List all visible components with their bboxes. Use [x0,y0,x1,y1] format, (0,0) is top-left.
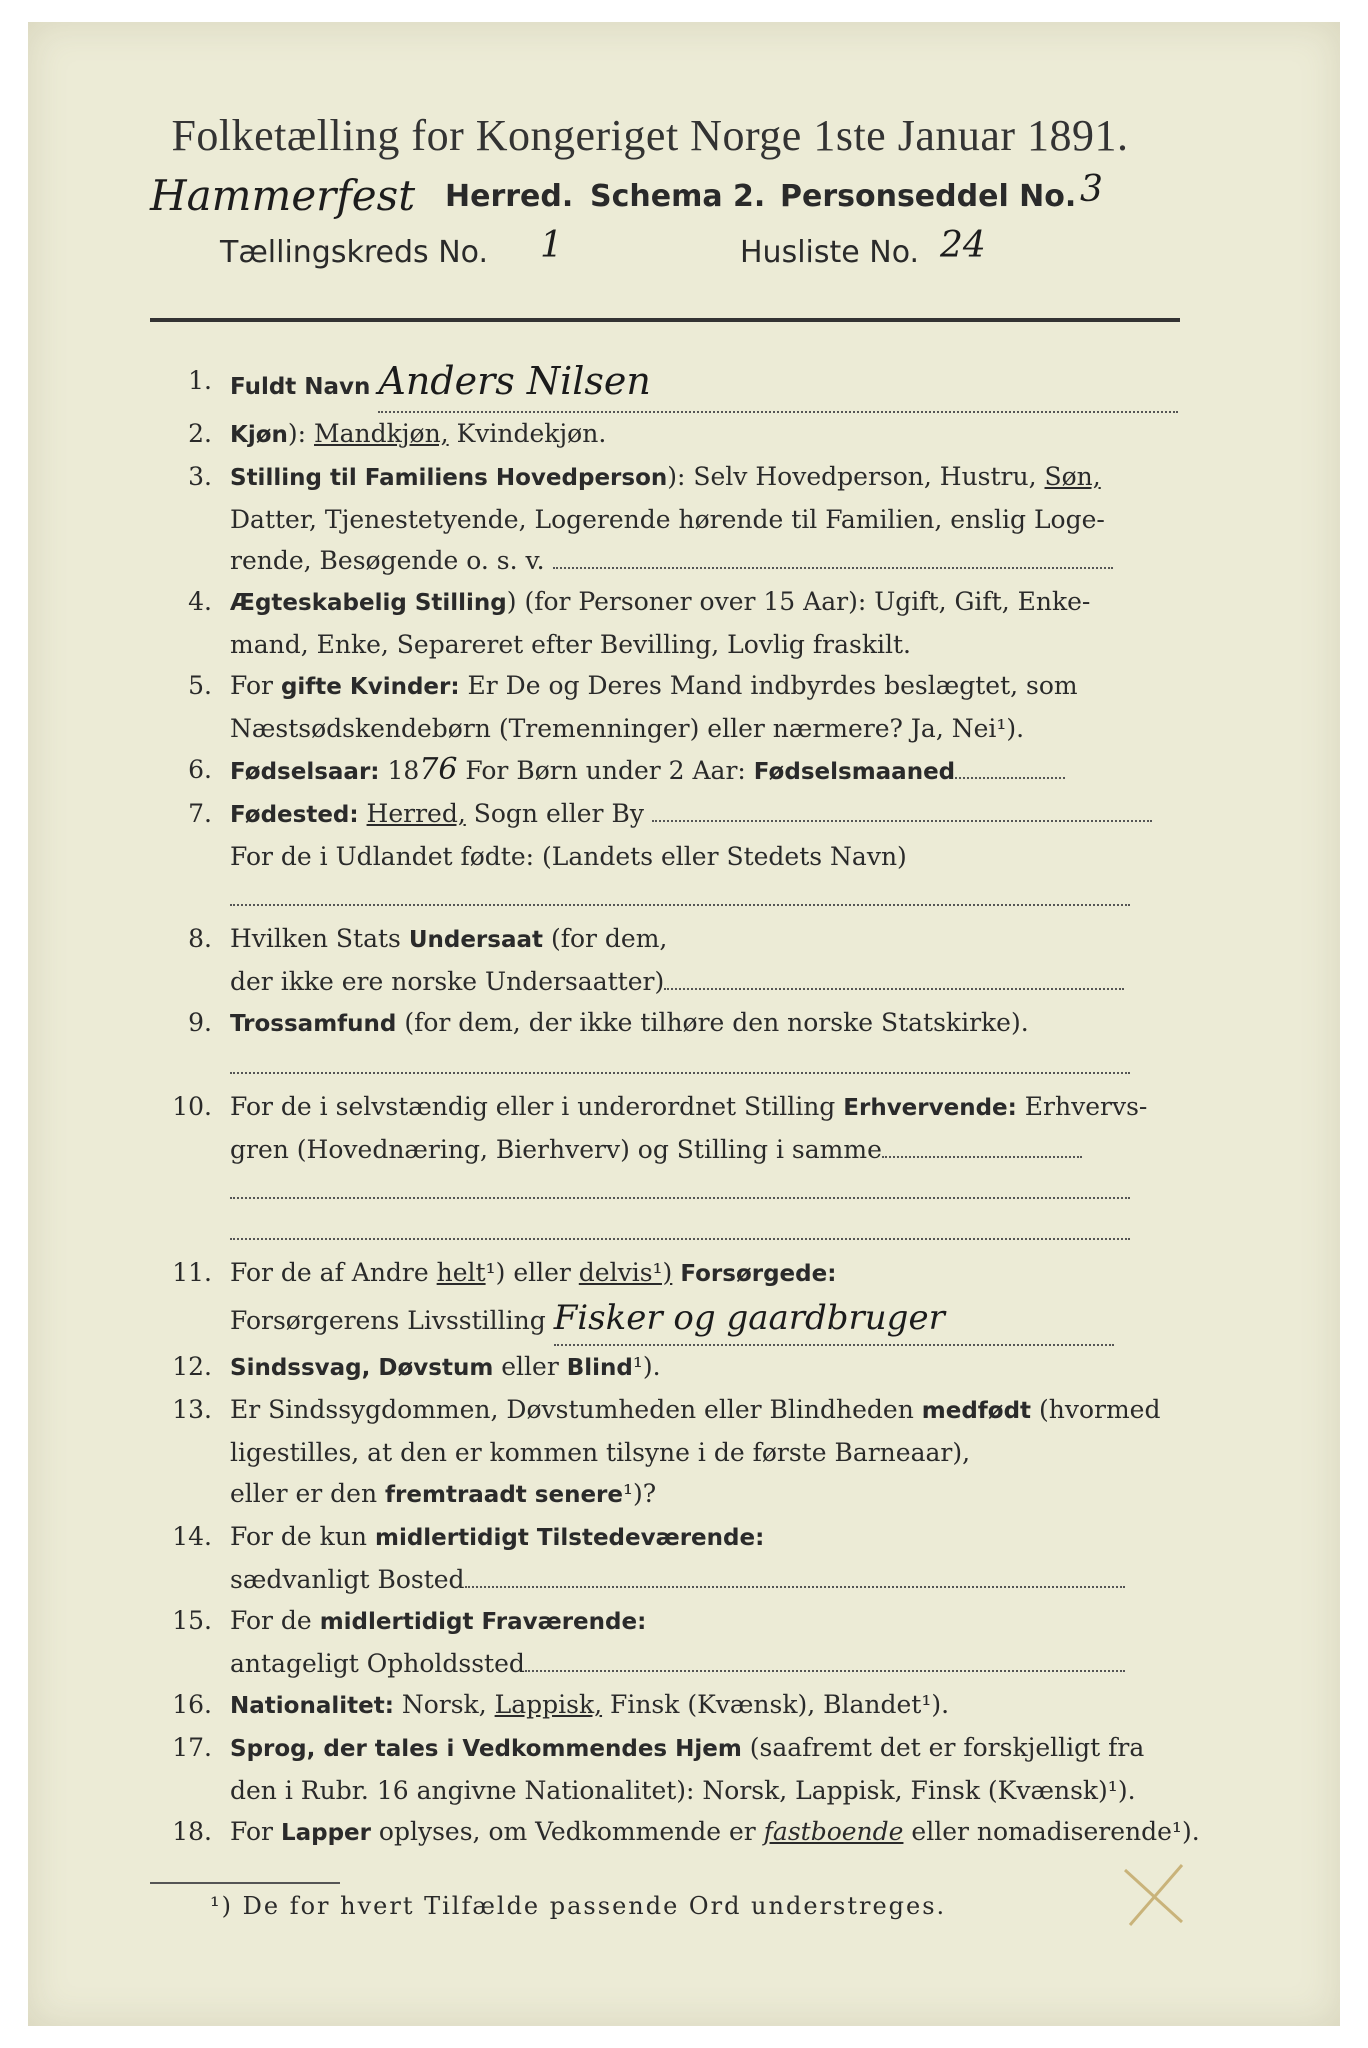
pencil-cross-mark [1120,1860,1190,1930]
item-2: 2. Kjøn): Mandkjøn, Kvindekjøn. [188,419,607,448]
husliste-number: 24 [940,225,986,266]
item-15: 15. For de midlertidigt Fraværende: [172,1606,647,1635]
provider-occupation-handwritten: Fisker og gaardbruger [553,1298,945,1338]
kreds-label: Tællingskreds No. [220,235,488,270]
item-12: 12. Sindssvag, Døvstum eller Blind¹). [172,1352,661,1381]
item-4: 4. Ægteskabelig Stilling) (for Personer over 15 Aar): Ugift, Gift, Enke- [188,587,1091,616]
herred-name-handwritten: Hammerfest [150,171,416,220]
form-title: Folketælling for Kongeriget Norge 1ste Januar 1891. [171,111,1129,160]
item-13: 13. Er Sindssygdommen, Døvstumheden eller Blindheden medfødt (hvormed [172,1395,1161,1424]
item-17: 17. Sprog, der tales i Vedkommendes Hjem (saafremt det er forskjelligt fra [172,1733,1145,1762]
gender-selected: Mandkjøn, [314,419,449,448]
item-8: 8. Hvilken Stats Undersaat (for dem, [188,924,668,953]
item-18: 18. For Lapper oplyses, om Vedkommende er fastboende eller nomadiserende¹). [172,1817,1200,1846]
item-7: 7. Fødested: Herred, Sogn eller By [150,793,1190,836]
item-6: 6. Fødselsaar: 1876 For Børn under 2 Aar: Fødselsmaaned [150,749,1190,793]
herred-label: Herred. [445,179,574,214]
birthplace-selected: Herred, [366,799,466,828]
item-5: 5. For gifte Kvinder: Er De og Deres Mand indbyrdes beslægtet, som [188,671,1078,700]
item-11: 11. For de af Andre helt¹) eller delvis¹) Forsørgede: [172,1258,837,1287]
birth-year-handwritten: 76 [419,752,458,787]
item-3: 3. Stilling til Familiens Hovedperson): Selv Hovedperson, Hustru, Søn, [188,462,1101,491]
item-16: 16. Nationalitet: Norsk, Lappisk, Finsk (Kvænsk), Blandet¹). [172,1690,950,1719]
lapp-status-selected: fastboende [763,1817,904,1846]
personseddel-label: Personseddel No. [780,179,1077,214]
form-header [120,110,1180,277]
item-14: 14. For de kun midlertidigt Tilstedeværende: [172,1522,765,1551]
item-10: 10. For de i selvstændig eller i underordnet Stilling Erhvervende: Erhvervs- [172,1092,1148,1121]
nationality-selected: Lappisk, [494,1690,603,1719]
family-position-selected: Søn, [1044,462,1101,491]
personseddel-number: 3 [1080,169,1103,210]
form-items: 1. Fuldt Navn Anders Nilsen 2. Kjøn): Mandkjøn, Kvindekjøn. 3. Stilling til Familiens Hovedperson): Selv Hovedperson, Hustru, Søn, Datter, Tjenestetyende, Logerende hørende til Familien, enslig Loge- rende, Besøgende o. s. v. 4. Ægteskabelig Stilling) (for Personer over 15 Aar): Ugift, Gift, Enke- mand, Enke, Separeret efter Bevilling, Lovlig fraskilt. 5. For gifte Kvinder: Er De og Deres Mand indbyrdes beslægtet, som Næstsødskendebørn (Tremenninger) eller nærmere? Ja, Nei¹). 6. Fødselsaar: 1876 For Børn under 2 Aar: Fødselsmaaned 7. Fødested: Herred, Sogn eller By For de i Udlandet fødte: (Landets eller Stedets Navn) 8. Hvilken Stats Undersaat (for dem, der ikke ere norske Undersaatter) 9. Trossamfund (for dem, der ikke tilhøre den norske Statskirke). 10. For de i selvstændig eller i underordnet Stilling Erhvervende: Erhvervs- gren (Hovednæring, Bierhverv) og Stilling i samme 11. For de af Andre helt¹) eller delvis¹) Forsørgede: Forsørgerens Livsstilling Fisker og gaardbruger 12. Sindssvag, Døvstum eller Blind¹). 13. Er Sindssygdommen, Døvstumheden eller Blindheden medfødt (hvormed ligestilles, at den er kommen tilsyne i de første Barneaar), eller er den fremtraadt senere¹)? 14. For de kun midlertidigt Tilstedeværende: sædvanligt Bosted 15. For de midlertidigt Fraværende: antageligt Opholdssted 16. Nationalitet: Norsk, Lappisk, Finsk (Kvænsk), Blandet¹). 17. Sprog, der tales i Vedkommendes Hjem (saafremt det er forskjelligt fra den i Rubr. 16 angivne Nationalitet): Norsk, Lappisk, Finsk (Kvænsk)¹). 18. For Lapper oplyses, om Vedkommende er fastboende eller nomadiserende¹). [150,356,1190,1854]
kreds-number: 1 [540,225,563,266]
footnote: ¹) De for hvert Tilfælde passende Ord understreges. [210,1892,947,1920]
footnote-divider [150,1882,340,1884]
husliste-label: Husliste No. [740,235,920,270]
item-1: 1. Fuldt Navn Anders Nilsen [150,356,1190,413]
full-name-handwritten: Anders Nilsen [378,359,651,403]
item-9: 9. Trossamfund (for dem, der ikke tilhøre den norske Statskirke). [188,1008,1029,1037]
header-divider [150,318,1180,322]
schema-label: Schema 2. [590,179,766,214]
